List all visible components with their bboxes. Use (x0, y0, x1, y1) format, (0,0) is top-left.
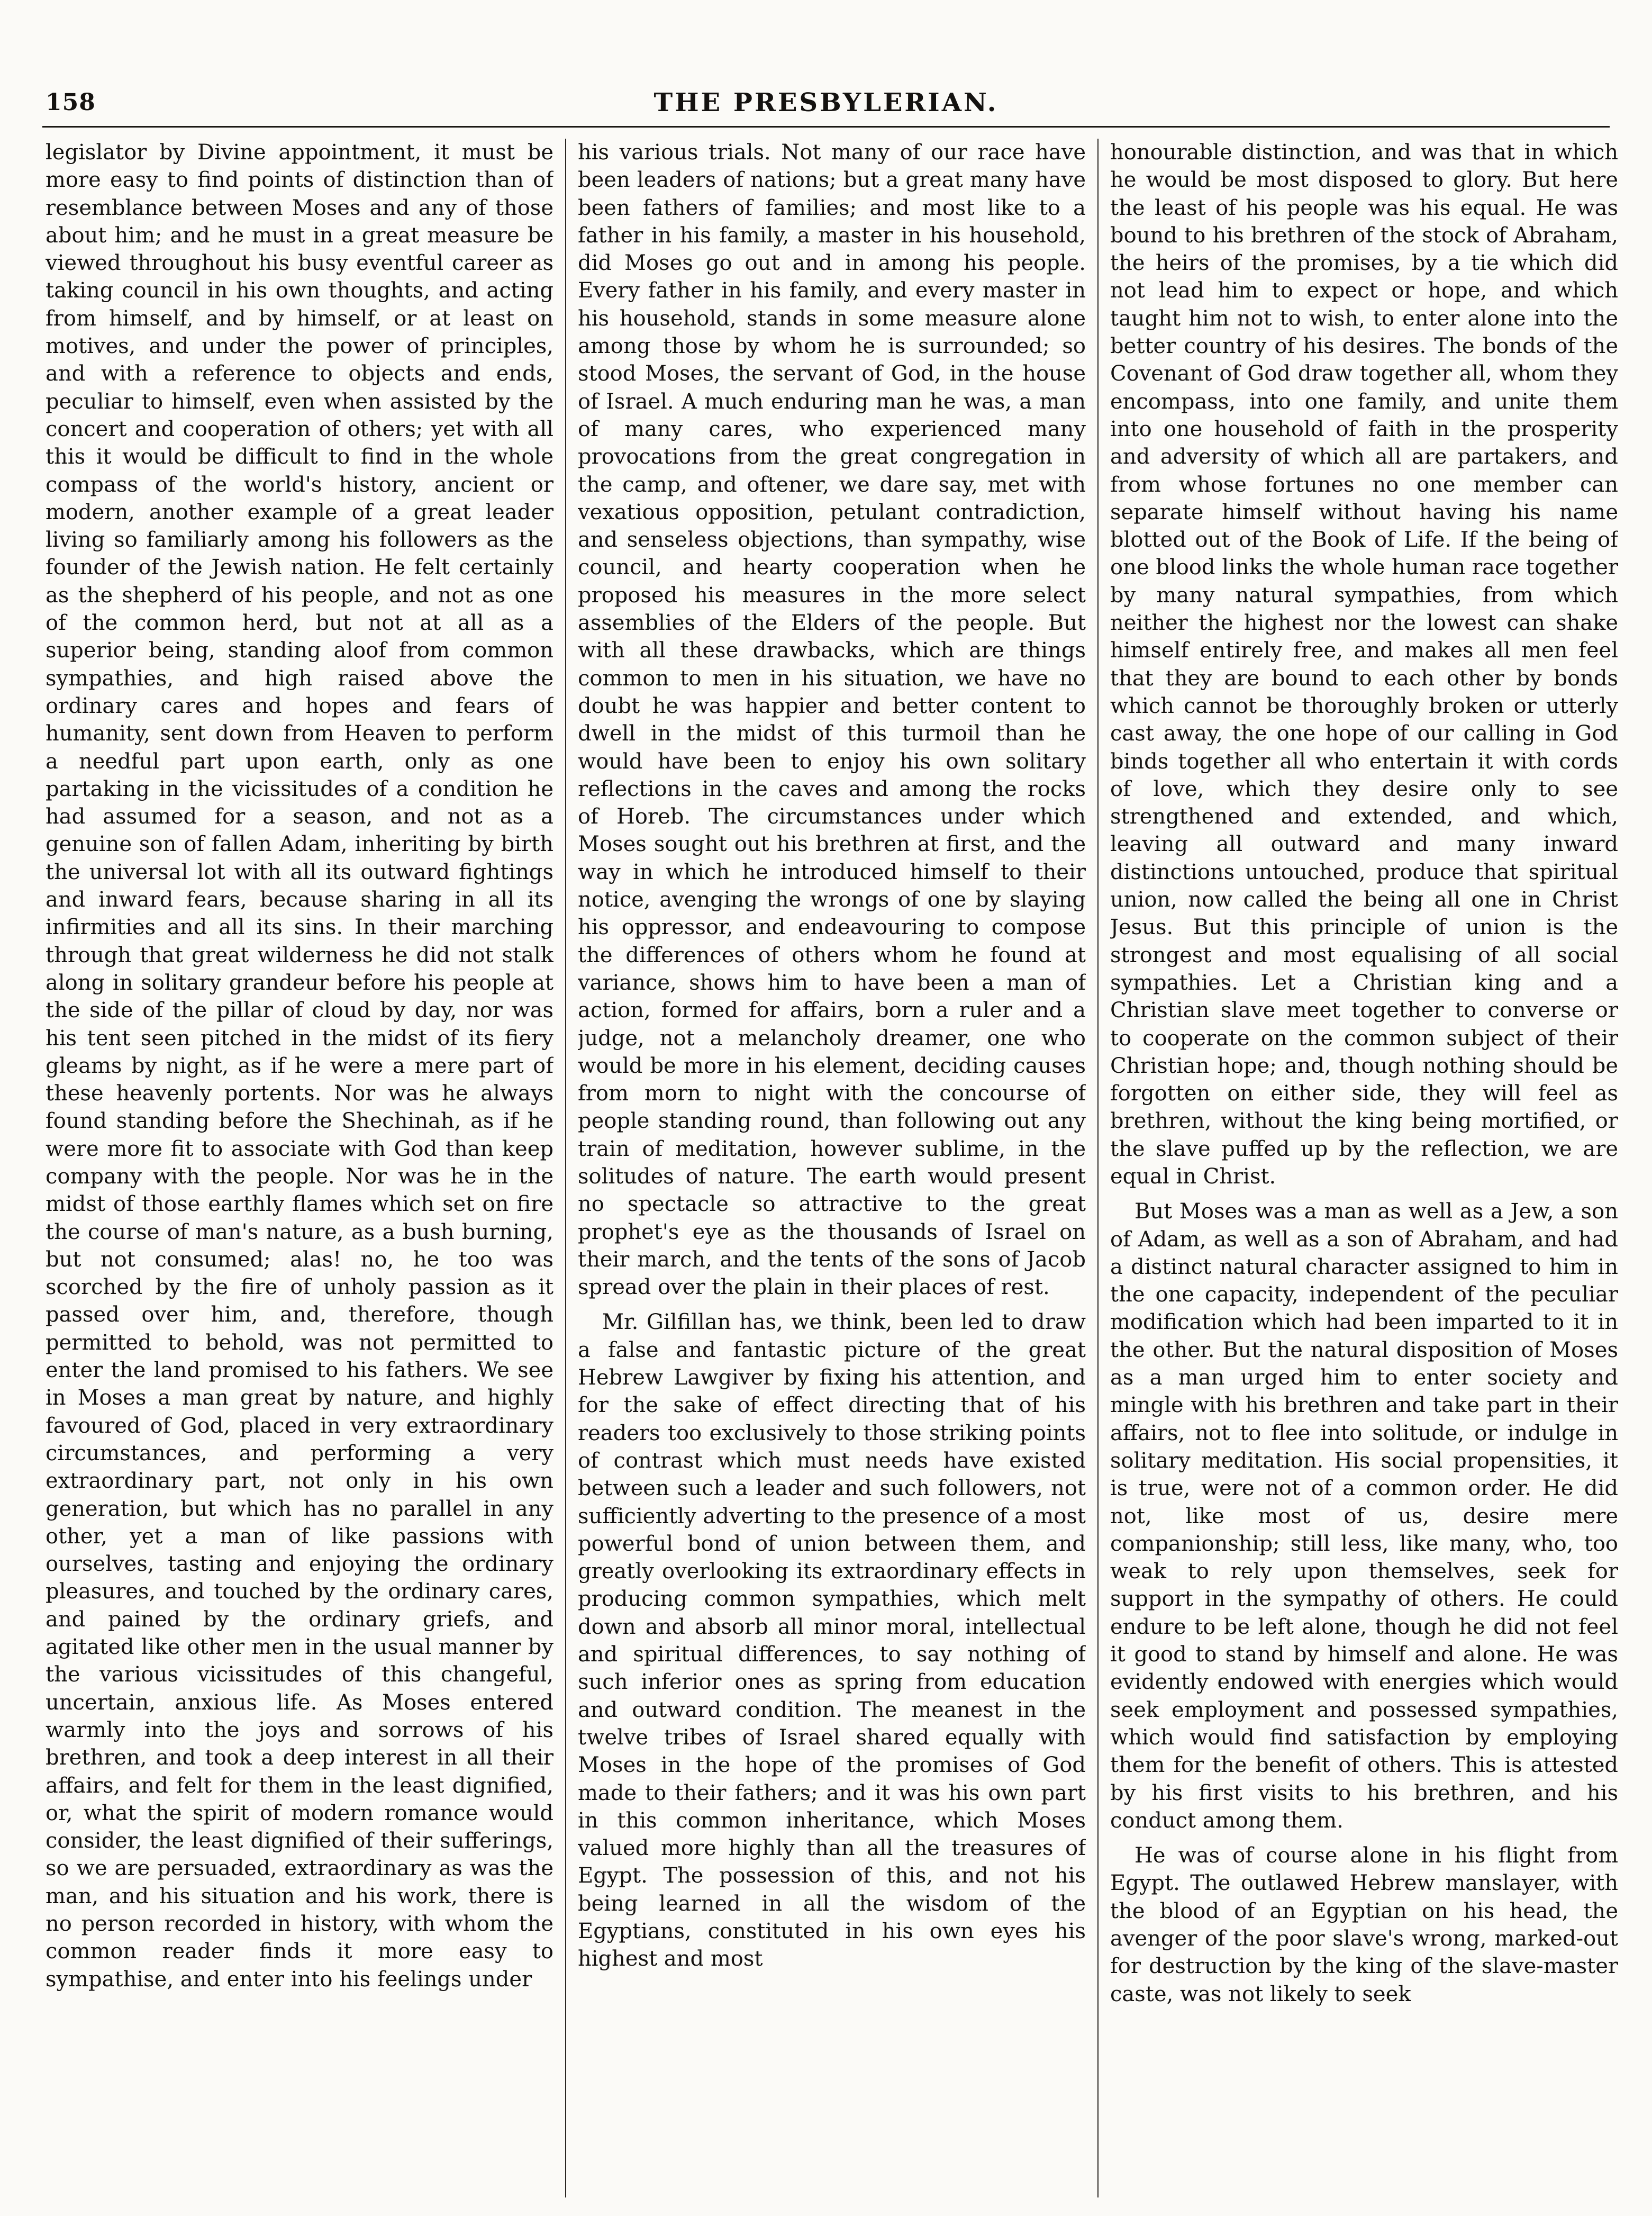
column-3-paragraph-2: But Moses was a man as well as a Jew, a son of Adam, as well as a son of Abraham, and had a distinct natural character assigned to him in the one capacity, independent of the peculiar modification which had been imparted to it in the other. But the natural disposition of Moses as a man urged him to enter society and mingle with his brethren and take part in their affairs, not to flee into solitude, or indulge in solitary meditation. His social propensities, it is true, were not of a common order. He did not, like most of us, desire mere companionship; still less, like many, who, too weak to rely upon themselves, seek for support in the sympathy of others. He could endure to be left alone, though he did not feel it good to stand by himself and alone. He was evidently endowed with energies which would seek employment and possessed sympathies, which would find satisfaction by employing them for the benefit of others. This is attested by his first visits to his brethren, and his conduct among them. (1110, 1199, 1618, 1833)
column-3-paragraph-3: He was of course alone in his flight from Egypt. The outlawed Hebrew manslayer, with the blood of an Egyptian on his head, the avenger of the poor slave's wrong, marked-out for destruction by the king of the slave-master caste, was not likely to seek (1110, 1843, 1618, 2006)
column-divider-1 (565, 139, 566, 2197)
column-1-paragraph-1: legislator by Divine appointment, it must be more easy to find points of distinction than of resemblance between Moses and any of those about him; and he must in a great measure be viewed throughout his busy eventful career as taking council in his own thoughts, and acting from himself, and by himself, or at least on motives, and under the power of principles, and with a reference to objects and ends, peculiar to himself, even when assisted by the concert and cooperation of others; yet with all this it would be difficult to find in the whole compass of the world's history, ancient or modern, another example of a great leader living so familiarly among his followers as the founder of the Jewish nation. He felt certainly as the shepherd of his people, and not as one of the common herd, but not at all as a superior being, standing aloof from common sympathies, and high raised above the ordinary cares and hopes and fears of humanity, sent down from Heaven to perform a needful part upon earth, only as one partaking in the vicissitudes of a condition he had assumed for a season, and not as a genuine son of fallen Adam, inheriting by birth the universal lot with all its outward fightings and inward fears, because sharing in all its infirmities and all its sins. In their marching through that great wilderness he did not stalk along in solitary grandeur before his people at the side of the pillar of cloud by day, nor was his tent seen pitched in the midst of its fiery gleams by night, as if he were a mere part of these heavenly portents. Nor was he always found standing before the Shechinah, as if he were more fit to associate with God than keep company with the people. Nor was he in the midst of those earthly flames which set on fire the course of man's nature, as a bush burning, but not consumed; alas! no, he too was scorched by the fire of unholy passion as it passed over him, and, therefore, though permitted to behold, was not permitted to enter the land promised to his fathers. We see in Moses a man great by nature, and highly favoured of God, placed in very extraordinary circumstances, and performing a very extraordinary part, not only in his own generation, but which has no parallel in any other, yet a man of like passions with ourselves, tasting and enjoying the ordinary pleasures, and touched by the ordinary cares, and pained by the ordinary griefs, and agitated like other men in the usual manner by the various vicissitudes of this changeful, uncertain, anxious life. As Moses entered warmly into the joys and sorrows of his brethren, and took a deep interest in all their affairs, and felt for them in the least dignified, or, what the spirit of modern romance would consider, the least dignified of their sufferings, so we are persuaded, extraordinary as was the man, and his situation and his work, there is no person recorded in history, with whom the common reader finds it more easy to sympathise, and enter into his feelings under (46, 140, 553, 1992)
text-column-3 (1110, 139, 1618, 2197)
text-column-2 (578, 139, 1086, 2197)
column-2-paragraph-1: his various trials. Not many of our race have been leaders of nations; but a great many have been fathers of families; and most like to a father in his family, a master in his household, did Moses go out and in among his people. Every father in his family, and every master in his household, stands in some measure alone among those by whom he is surrounded; so stood Moses, the servant of God, in the house of Israel. A much enduring man he was, a man of many cares, who experienced many provocations from the great congregation in the camp, and oftener, we dare say, met with vexatious opposition, petulant contradiction, and senseless objections, than sympathy, wise council, and hearty cooperation when he proposed his measures in the more select assemblies of the Elders of the people. But with all these drawbacks, which are things common to men in his situation, we have no doubt he was happier and better content to dwell in the midst of this turmoil than he would have been to enjoy his own solitary reflections in the caves and among the rocks of Horeb. The circumstances under which Moses sought out his brethren at first, and the way in which he introduced himself to their notice, avenging the wrongs of one by slaying his oppressor, and endeavouring to compose the differences of others whom he found at variance, shows him to have been a man of action, formed for affairs, born a ruler and a judge, not a melancholy dreamer, one who would be more in his element, deciding causes from morn to night with the concourse of people standing round, than following out any train of meditation, however sublime, in the solitudes of nature. The earth would present no spectacle so attractive to the great prophet's eye as the thousands of Israel on their march, and the tents of the sons of Jacob spread over the plain in their places of rest. (578, 140, 1086, 1300)
page-number: 158 (46, 89, 96, 116)
text-column-1 (46, 139, 553, 2197)
column-3-paragraph-1: honourable distinction, and was that in which he would be most disposed to glory. But here the least of his people was his equal. He was bound to his brethren of the stock of Abraham, the heirs of the promises, by a tie which did not lead him to expect or hope, and which taught him not to wish, to enter alone into the better country of his desires. The bonds of the Covenant of God draw together all, whom they encompass, into one family, and unite them into one household of faith in the prosperity and adversity of which all are partakers, and from whose fortunes no one member can separate himself without having his name blotted out of the Book of Life. If the being of one blood links the whole human race together by many natural sympathies, from which neither the highest nor the lowest can shake himself entirely free, and makes all men feel that they are bound to each other by bonds which cannot be thoroughly broken or utterly cast away, the one hope of our calling in God binds together all who entertain it with cords of love, which they desire only to see strengthened and extended, and which, leaving all outward and many inward distinctions untouched, produce that spiritual union, now called the being all one in Christ Jesus. But this principle of union is the strongest and most equalising of all social sympathies. Let a Christian king and a Christian slave meet together to converse or to cooperate on the common subject of their Christian hope; and, though nothing should be forgotten on either side, they will feel as brethren, without the king being mortified, or the slave puffed up by the reflection, we are equal in Christ. (1110, 140, 1618, 1189)
column-divider-2 (1097, 139, 1099, 2197)
running-title: THE PRESBYLERIAN. (653, 88, 999, 117)
column-2-paragraph-2: Mr. Gilfillan has, we think, been led to draw a false and fantastic picture of the great Hebrew Lawgiver by fixing his attention, and for the sake of effect directing that of his readers too exclusively to those striking points of contrast which must needs have existed between such a leader and such followers, not sufficiently adverting to the presence of a most powerful bond of union between them, and greatly overlooking its extraordinary effects in producing common sympathies, which melt down and absorb all minor moral, intellectual and spiritual differences, to say nothing of such inferior ones as spring from education and outward condition. The meanest in the twelve tribes of Israel shared equally with Moses in the hope of the promises of God made to their fathers; and it was his own part in this common inheritance, which Moses valued more highly than all the treasures of Egypt. The possession of this, and not his being learned in all the wisdom of the Egyptians, constituted in his own eyes his highest and most (578, 1310, 1086, 1971)
header-rule (42, 126, 1610, 128)
